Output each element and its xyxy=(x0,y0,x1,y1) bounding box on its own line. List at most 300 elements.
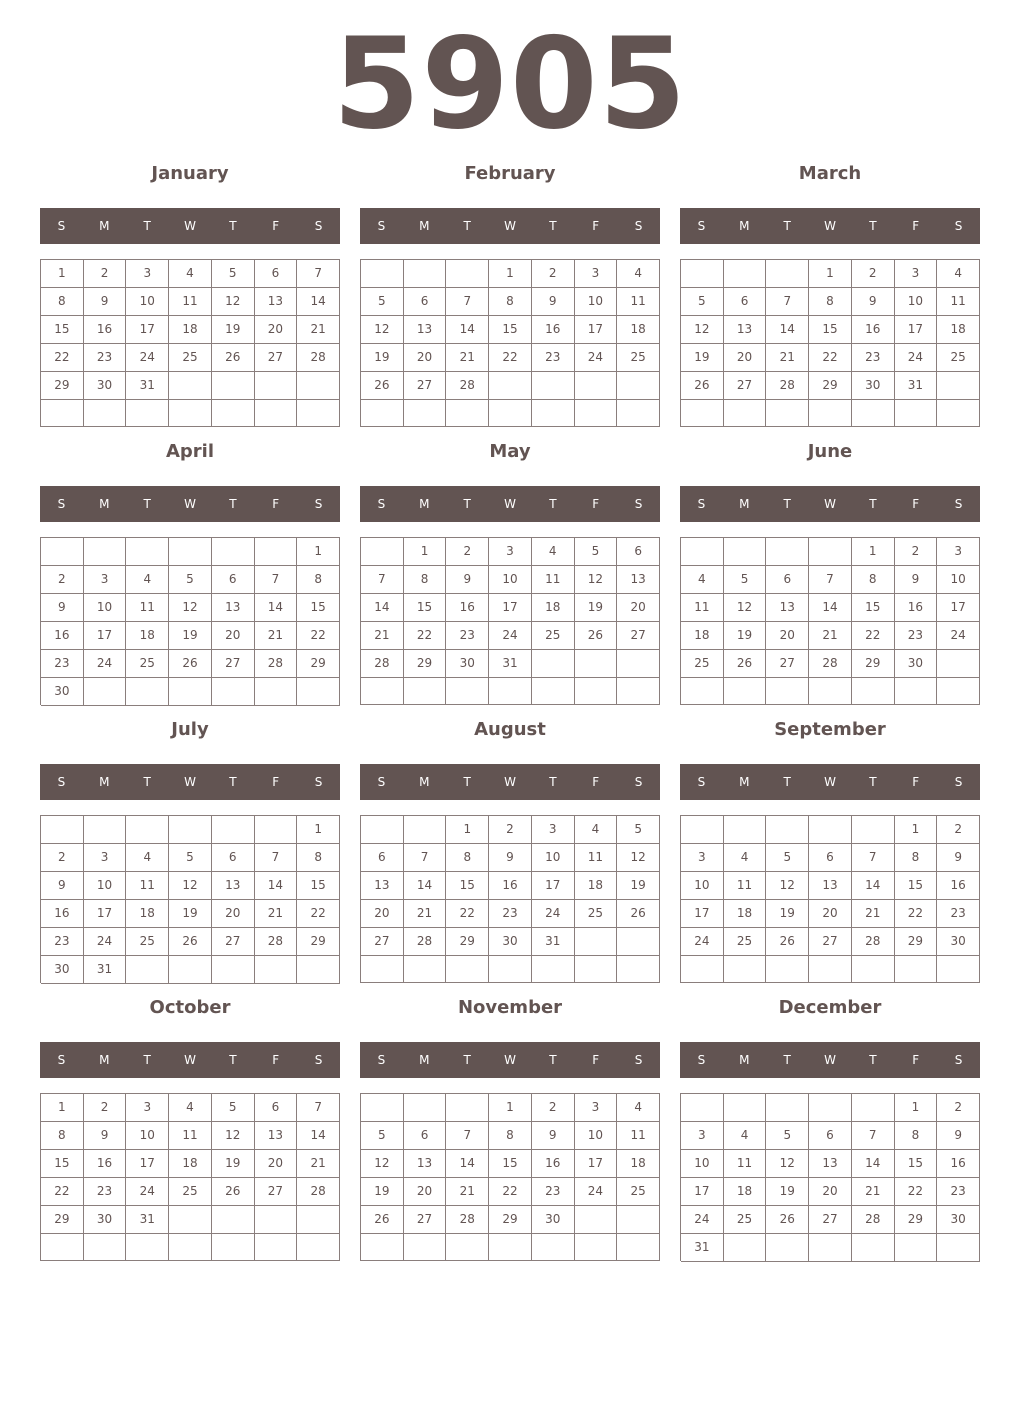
day-cell: 20 xyxy=(809,900,852,928)
day-cell: 29 xyxy=(297,928,340,956)
day-cell: 23 xyxy=(937,1178,980,1206)
day-cell: 3 xyxy=(84,844,127,872)
empty-cell xyxy=(126,956,169,984)
weekday-label: W xyxy=(824,497,836,511)
empty-cell xyxy=(297,678,340,706)
day-cell: 25 xyxy=(169,1178,212,1206)
month-name: August xyxy=(474,719,546,740)
day-cell: 21 xyxy=(255,900,298,928)
day-cell: 29 xyxy=(404,650,447,678)
weekday-header xyxy=(40,764,340,800)
empty-cell xyxy=(361,538,404,566)
empty-cell xyxy=(766,678,809,705)
day-cell: 20 xyxy=(766,622,809,650)
day-cell: 15 xyxy=(297,594,340,622)
day-cell: 29 xyxy=(895,1206,938,1234)
day-cell: 5 xyxy=(681,288,724,316)
day-cell: 8 xyxy=(852,566,895,594)
day-cell: 14 xyxy=(446,1150,489,1178)
day-cell: 13 xyxy=(404,316,447,344)
day-cell: 23 xyxy=(446,622,489,650)
empty-cell xyxy=(255,678,298,706)
day-cell: 29 xyxy=(446,928,489,956)
weekday-label: M xyxy=(419,1053,430,1067)
day-cell: 24 xyxy=(681,1206,724,1234)
day-cell: 19 xyxy=(617,872,660,900)
day-cell: 15 xyxy=(41,316,84,344)
day-cell: 20 xyxy=(255,1150,298,1178)
day-cell: 16 xyxy=(84,316,127,344)
day-cell: 22 xyxy=(895,900,938,928)
weekday-label: W xyxy=(184,775,196,789)
day-cell: 18 xyxy=(126,900,169,928)
day-cell: 30 xyxy=(532,1206,575,1234)
day-cell: 14 xyxy=(766,316,809,344)
empty-cell xyxy=(489,372,532,400)
day-cell: 21 xyxy=(297,1150,340,1178)
day-cell: 1 xyxy=(895,816,938,844)
empty-cell xyxy=(617,400,660,427)
day-cell: 28 xyxy=(852,1206,895,1234)
day-cell: 22 xyxy=(809,344,852,372)
empty-cell xyxy=(489,1234,532,1261)
weekday-label: S xyxy=(634,1053,643,1067)
weekday-label: S xyxy=(377,775,386,789)
weekday-label: S xyxy=(634,219,643,233)
day-cell: 4 xyxy=(575,816,618,844)
empty-cell xyxy=(361,678,404,705)
weekday-label: M xyxy=(419,219,430,233)
day-cell: 9 xyxy=(532,1122,575,1150)
day-cell: 24 xyxy=(532,900,575,928)
day-cell: 6 xyxy=(766,566,809,594)
weekday-header xyxy=(40,486,340,522)
empty-cell xyxy=(575,650,618,678)
empty-cell xyxy=(681,956,724,983)
day-cell: 1 xyxy=(404,538,447,566)
weekday-label: T xyxy=(783,497,791,511)
day-grid xyxy=(40,1093,340,1261)
day-cell: 7 xyxy=(255,566,298,594)
day-cell: 12 xyxy=(212,1122,255,1150)
day-cell: 5 xyxy=(361,288,404,316)
day-cell: 14 xyxy=(852,872,895,900)
day-cell: 29 xyxy=(41,372,84,400)
day-cell: 4 xyxy=(532,538,575,566)
day-cell: 18 xyxy=(681,622,724,650)
day-cell: 4 xyxy=(681,566,724,594)
weekday-label: S xyxy=(954,1053,963,1067)
day-cell: 30 xyxy=(84,372,127,400)
day-cell: 5 xyxy=(169,844,212,872)
day-cell: 19 xyxy=(724,622,767,650)
day-cell: 19 xyxy=(766,1178,809,1206)
empty-cell xyxy=(297,1234,340,1261)
empty-cell xyxy=(255,1206,298,1234)
empty-cell xyxy=(724,816,767,844)
day-cell: 18 xyxy=(937,316,980,344)
day-cell: 8 xyxy=(489,1122,532,1150)
empty-cell xyxy=(895,678,938,705)
day-cell: 25 xyxy=(937,344,980,372)
day-cell: 20 xyxy=(212,900,255,928)
empty-cell xyxy=(169,1206,212,1234)
day-cell: 31 xyxy=(895,372,938,400)
day-cell: 12 xyxy=(212,288,255,316)
day-cell: 28 xyxy=(297,344,340,372)
day-cell: 23 xyxy=(937,900,980,928)
day-cell: 15 xyxy=(489,316,532,344)
empty-cell xyxy=(212,538,255,566)
empty-cell xyxy=(937,678,980,705)
day-cell: 21 xyxy=(852,1178,895,1206)
day-cell: 1 xyxy=(41,1094,84,1122)
day-cell: 7 xyxy=(297,1094,340,1122)
day-cell: 30 xyxy=(937,1206,980,1234)
day-cell: 24 xyxy=(126,344,169,372)
day-cell: 3 xyxy=(937,538,980,566)
weekday-label: M xyxy=(739,1053,750,1067)
day-cell: 21 xyxy=(766,344,809,372)
weekday-label: T xyxy=(463,1053,471,1067)
weekday-label: M xyxy=(419,775,430,789)
day-cell: 24 xyxy=(681,928,724,956)
day-cell: 14 xyxy=(361,594,404,622)
weekday-label: S xyxy=(697,219,706,233)
day-cell: 24 xyxy=(895,344,938,372)
day-cell: 20 xyxy=(255,316,298,344)
day-cell: 3 xyxy=(126,1094,169,1122)
empty-cell xyxy=(169,1234,212,1261)
day-cell: 13 xyxy=(361,872,404,900)
day-cell: 25 xyxy=(617,344,660,372)
empty-cell xyxy=(404,260,447,288)
day-cell: 25 xyxy=(169,344,212,372)
month-name: January xyxy=(151,163,229,184)
empty-cell xyxy=(724,1094,767,1122)
day-cell: 5 xyxy=(724,566,767,594)
day-cell: 13 xyxy=(404,1150,447,1178)
day-cell: 5 xyxy=(212,260,255,288)
empty-cell xyxy=(809,956,852,983)
empty-cell xyxy=(724,678,767,705)
day-cell: 9 xyxy=(937,844,980,872)
day-cell: 26 xyxy=(724,650,767,678)
day-cell: 15 xyxy=(41,1150,84,1178)
empty-cell xyxy=(617,1206,660,1234)
empty-cell xyxy=(724,400,767,427)
day-cell: 28 xyxy=(404,928,447,956)
day-cell: 2 xyxy=(532,260,575,288)
day-cell: 16 xyxy=(937,872,980,900)
day-cell: 12 xyxy=(361,316,404,344)
day-cell: 17 xyxy=(126,1150,169,1178)
day-cell: 19 xyxy=(681,344,724,372)
day-cell: 13 xyxy=(212,872,255,900)
weekday-label: S xyxy=(57,219,66,233)
day-cell: 8 xyxy=(297,844,340,872)
empty-cell xyxy=(681,538,724,566)
day-cell: 1 xyxy=(297,816,340,844)
weekday-label: F xyxy=(592,1053,600,1067)
day-cell: 26 xyxy=(169,928,212,956)
day-cell: 27 xyxy=(212,650,255,678)
empty-cell xyxy=(766,1234,809,1262)
day-cell: 9 xyxy=(446,566,489,594)
empty-cell xyxy=(575,400,618,427)
empty-cell xyxy=(895,1234,938,1262)
day-cell: 10 xyxy=(489,566,532,594)
day-cell: 26 xyxy=(766,1206,809,1234)
day-cell: 21 xyxy=(809,622,852,650)
day-cell: 2 xyxy=(895,538,938,566)
day-cell: 10 xyxy=(126,288,169,316)
day-cell: 31 xyxy=(532,928,575,956)
day-cell: 3 xyxy=(532,816,575,844)
empty-cell xyxy=(937,956,980,983)
day-cell: 25 xyxy=(681,650,724,678)
empty-cell xyxy=(489,678,532,705)
empty-cell xyxy=(404,400,447,427)
empty-cell xyxy=(937,400,980,427)
empty-cell xyxy=(724,538,767,566)
empty-cell xyxy=(212,816,255,844)
day-cell: 10 xyxy=(575,288,618,316)
day-cell: 1 xyxy=(809,260,852,288)
day-cell: 12 xyxy=(169,594,212,622)
empty-cell xyxy=(809,1094,852,1122)
day-cell: 23 xyxy=(532,1178,575,1206)
day-cell: 18 xyxy=(617,316,660,344)
day-cell: 13 xyxy=(255,288,298,316)
day-cell: 24 xyxy=(489,622,532,650)
day-cell: 11 xyxy=(681,594,724,622)
empty-cell xyxy=(126,678,169,706)
weekday-label: S xyxy=(377,1053,386,1067)
day-cell: 1 xyxy=(446,816,489,844)
empty-cell xyxy=(852,1094,895,1122)
day-cell: 14 xyxy=(809,594,852,622)
day-cell: 9 xyxy=(41,594,84,622)
empty-cell xyxy=(575,678,618,705)
day-cell: 8 xyxy=(41,288,84,316)
day-cell: 22 xyxy=(404,622,447,650)
day-cell: 25 xyxy=(617,1178,660,1206)
day-cell: 22 xyxy=(41,1178,84,1206)
day-cell: 25 xyxy=(575,900,618,928)
weekday-header xyxy=(40,208,340,244)
empty-cell xyxy=(766,538,809,566)
day-cell: 20 xyxy=(404,1178,447,1206)
day-cell: 26 xyxy=(617,900,660,928)
day-cell: 3 xyxy=(681,844,724,872)
day-cell: 6 xyxy=(404,288,447,316)
weekday-label: S xyxy=(314,497,323,511)
day-cell: 16 xyxy=(489,872,532,900)
day-cell: 6 xyxy=(212,566,255,594)
weekday-label: M xyxy=(99,775,110,789)
day-cell: 22 xyxy=(297,622,340,650)
empty-cell xyxy=(766,1094,809,1122)
empty-cell xyxy=(724,260,767,288)
empty-cell xyxy=(169,400,212,427)
day-cell: 30 xyxy=(41,956,84,984)
day-cell: 18 xyxy=(126,622,169,650)
day-cell: 6 xyxy=(617,538,660,566)
empty-cell xyxy=(852,816,895,844)
day-cell: 14 xyxy=(297,288,340,316)
day-cell: 21 xyxy=(446,1178,489,1206)
day-cell: 14 xyxy=(255,594,298,622)
day-cell: 13 xyxy=(617,566,660,594)
day-cell: 2 xyxy=(84,1094,127,1122)
empty-cell xyxy=(617,956,660,983)
day-cell: 23 xyxy=(895,622,938,650)
day-cell: 24 xyxy=(84,650,127,678)
day-cell: 1 xyxy=(41,260,84,288)
day-cell: 26 xyxy=(212,344,255,372)
day-cell: 18 xyxy=(169,316,212,344)
weekday-label: W xyxy=(184,497,196,511)
day-cell: 27 xyxy=(255,344,298,372)
day-cell: 27 xyxy=(255,1178,298,1206)
empty-cell xyxy=(937,372,980,400)
day-cell: 10 xyxy=(575,1122,618,1150)
day-cell: 9 xyxy=(937,1122,980,1150)
day-cell: 23 xyxy=(41,928,84,956)
weekday-label: T xyxy=(783,219,791,233)
day-cell: 23 xyxy=(532,344,575,372)
empty-cell xyxy=(446,260,489,288)
day-cell: 11 xyxy=(617,1122,660,1150)
day-cell: 13 xyxy=(255,1122,298,1150)
weekday-label: W xyxy=(504,775,516,789)
day-cell: 12 xyxy=(766,1150,809,1178)
empty-cell xyxy=(681,678,724,705)
empty-cell xyxy=(212,1206,255,1234)
day-cell: 27 xyxy=(809,1206,852,1234)
day-cell: 26 xyxy=(766,928,809,956)
weekday-header xyxy=(360,764,660,800)
weekday-label: T xyxy=(143,775,151,789)
empty-cell xyxy=(169,538,212,566)
day-cell: 3 xyxy=(84,566,127,594)
empty-cell xyxy=(297,956,340,984)
day-cell: 10 xyxy=(84,594,127,622)
empty-cell xyxy=(575,928,618,956)
empty-cell xyxy=(361,1234,404,1261)
day-cell: 11 xyxy=(575,844,618,872)
day-cell: 8 xyxy=(809,288,852,316)
day-cell: 15 xyxy=(404,594,447,622)
weekday-header xyxy=(680,486,980,522)
day-cell: 8 xyxy=(489,288,532,316)
day-cell: 8 xyxy=(41,1122,84,1150)
day-cell: 16 xyxy=(532,1150,575,1178)
empty-cell xyxy=(126,538,169,566)
day-cell: 6 xyxy=(404,1122,447,1150)
day-cell: 7 xyxy=(809,566,852,594)
day-cell: 1 xyxy=(852,538,895,566)
empty-cell xyxy=(404,816,447,844)
empty-cell xyxy=(617,1234,660,1261)
weekday-label: M xyxy=(419,497,430,511)
day-cell: 27 xyxy=(404,372,447,400)
empty-cell xyxy=(361,260,404,288)
day-cell: 5 xyxy=(575,538,618,566)
day-cell: 9 xyxy=(489,844,532,872)
day-cell: 7 xyxy=(446,1122,489,1150)
day-cell: 10 xyxy=(126,1122,169,1150)
empty-cell xyxy=(532,1234,575,1261)
empty-cell xyxy=(532,678,575,705)
day-cell: 12 xyxy=(169,872,212,900)
day-cell: 19 xyxy=(169,900,212,928)
day-cell: 2 xyxy=(84,260,127,288)
day-cell: 3 xyxy=(126,260,169,288)
weekday-label: W xyxy=(824,1053,836,1067)
empty-cell xyxy=(84,538,127,566)
empty-cell xyxy=(852,400,895,427)
day-cell: 17 xyxy=(895,316,938,344)
empty-cell xyxy=(404,678,447,705)
empty-cell xyxy=(852,956,895,983)
day-cell: 10 xyxy=(937,566,980,594)
month-name: July xyxy=(171,719,209,740)
day-cell: 31 xyxy=(84,956,127,984)
day-cell: 17 xyxy=(575,1150,618,1178)
day-cell: 2 xyxy=(937,1094,980,1122)
month-name: March xyxy=(798,163,862,184)
day-cell: 26 xyxy=(575,622,618,650)
day-cell: 20 xyxy=(617,594,660,622)
weekday-label: F xyxy=(912,775,920,789)
day-cell: 8 xyxy=(404,566,447,594)
day-cell: 10 xyxy=(895,288,938,316)
day-cell: 25 xyxy=(724,928,767,956)
day-cell: 5 xyxy=(169,566,212,594)
weekday-label: T xyxy=(783,775,791,789)
empty-cell xyxy=(212,372,255,400)
day-cell: 7 xyxy=(766,288,809,316)
day-cell: 24 xyxy=(126,1178,169,1206)
day-cell: 19 xyxy=(766,900,809,928)
day-cell: 26 xyxy=(212,1178,255,1206)
empty-cell xyxy=(532,956,575,983)
day-cell: 11 xyxy=(169,288,212,316)
day-cell: 30 xyxy=(852,372,895,400)
day-cell: 16 xyxy=(937,1150,980,1178)
day-cell: 17 xyxy=(681,1178,724,1206)
empty-cell xyxy=(446,956,489,983)
empty-cell xyxy=(766,260,809,288)
day-cell: 16 xyxy=(84,1150,127,1178)
day-cell: 30 xyxy=(41,678,84,706)
empty-cell xyxy=(84,678,127,706)
weekday-header xyxy=(360,486,660,522)
day-cell: 8 xyxy=(446,844,489,872)
day-cell: 14 xyxy=(852,1150,895,1178)
day-cell: 12 xyxy=(766,872,809,900)
day-cell: 29 xyxy=(895,928,938,956)
month-name: February xyxy=(464,163,556,184)
day-cell: 24 xyxy=(575,344,618,372)
day-cell: 20 xyxy=(404,344,447,372)
weekday-label: F xyxy=(592,219,600,233)
day-grid xyxy=(680,259,980,427)
month-name: June xyxy=(807,441,853,462)
weekday-label: S xyxy=(697,497,706,511)
